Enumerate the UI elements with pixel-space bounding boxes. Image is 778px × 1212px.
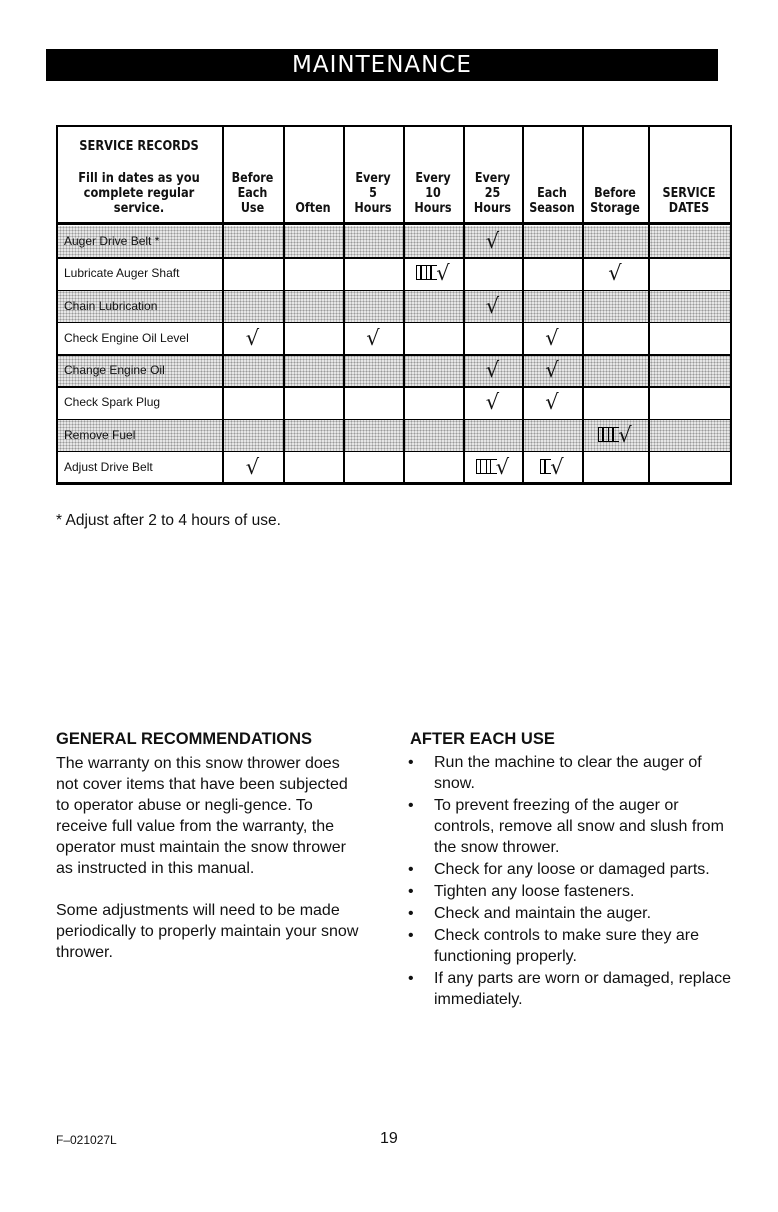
bullet-icon: • [408,754,414,771]
column-header: Every 25 Hours [473,171,512,216]
item-text: If any parts are worn or damaged, replace immediately. [434,970,732,1008]
column-divider [343,125,345,484]
checkmark: √ [485,358,500,382]
document-code: F–021027L [56,1133,117,1147]
item-text: Check and maintain the auger. [434,905,652,922]
after-each-use-item [408,968,738,1010]
table-right-border [730,125,732,484]
task-label: Check Engine Oil Level [64,330,189,345]
footnote: * Adjust after 2 to 4 hours of use. [56,512,281,529]
task-label: Check Spark Plug [64,395,161,410]
column-header: Before Each Use [231,171,274,216]
item-text: Check for any loose or damaged parts. [434,861,710,878]
column-header: Often [295,201,331,216]
checkmark: √ [485,229,500,253]
after-each-use-item [408,859,738,880]
column-header: Each Season [529,186,575,216]
checkmark [582,420,648,451]
checkbox-icon [608,427,619,442]
checkbox-icon [486,459,497,474]
checkmark [522,452,582,483]
checkmark [403,258,463,289]
table-bottom-border [56,482,732,485]
column-header: Every 5 Hours [354,171,392,216]
task-label: Auger Drive Belt * [64,234,160,248]
after-each-use-list [408,752,738,1011]
checkmark: √ [545,390,559,415]
maintenance-banner: MAINTENANCE [46,49,718,81]
service-records-instructions: Fill in dates as you complete regular service. [78,171,200,216]
service-records-title: SERVICE RECORDS [79,139,199,154]
bullet-icon: • [408,927,414,944]
bullet-icon: • [408,797,414,814]
after-each-use-item [408,752,738,794]
after-each-use-item [408,881,738,902]
column-header: SERVICE DATES [662,186,716,216]
check-glyph: √ [618,422,632,447]
checkmark: √ [245,454,260,479]
column-divider [222,125,224,484]
check-glyph: √ [495,454,510,479]
general-recommendations-heading: GENERAL RECOMMENDATIONS [56,730,313,748]
general-recommendations-paragraph-2: Some adjustments will need to be made periodically to properly maintain your snow thrower. [56,902,359,961]
item-text: To prevent freezing of the auger or controls, remove all snow and slush from the snow thrower. [434,797,724,856]
column-header: Before Storage [590,186,640,216]
bullet-icon: • [408,861,414,878]
checkmark: √ [608,261,622,286]
task-label: Remove Fuel [64,427,136,442]
checkbox-icon [426,265,437,280]
bullet-icon: • [408,970,414,987]
task-label: Adjust Drive Belt [64,459,153,474]
checkmark: √ [366,325,380,350]
table-top-border [56,125,732,127]
item-text: Tighten any loose fasteners. [434,883,635,900]
item-text: Run the machine to clear the auger of snow. [434,754,702,792]
column-divider [283,125,285,484]
after-each-use-item [408,903,738,924]
item-text: Check controls to make sure they are functioning properly. [434,927,700,965]
check-glyph: √ [550,454,564,479]
checkmark: √ [545,325,559,350]
checkmark: √ [545,358,559,382]
bullet-icon: • [408,905,414,922]
column-divider [522,125,524,484]
checkmark: √ [245,325,260,350]
after-each-use-heading: AFTER EACH USE [410,730,555,748]
column-divider [648,125,650,484]
task-label: Change Engine Oil [64,363,165,377]
table-left-border [56,125,58,484]
task-label: Chain Lubrication [64,298,158,313]
column-header: Every 10 Hours [414,171,452,216]
checkmark: √ [485,390,500,415]
after-each-use-item [408,795,738,858]
check-glyph: √ [436,261,450,286]
bullet-icon: • [408,883,414,900]
checkbox-icon [540,459,551,474]
checkmark: √ [485,293,500,318]
general-recommendations-paragraph: The warranty on this snow thrower does not cover items that have been subjected to operator abuse or negli-gence. To receive full value from the warranty, the operator must maintain the snow thrower as instructed in this manual. [56,755,348,877]
row-divider [56,451,732,453]
page-number: 19 [380,1130,398,1147]
column-divider [403,125,405,484]
after-each-use-item [408,925,738,967]
task-label: Lubricate Auger Shaft [64,266,180,281]
checkmark [463,452,522,483]
header-divider [56,222,732,225]
